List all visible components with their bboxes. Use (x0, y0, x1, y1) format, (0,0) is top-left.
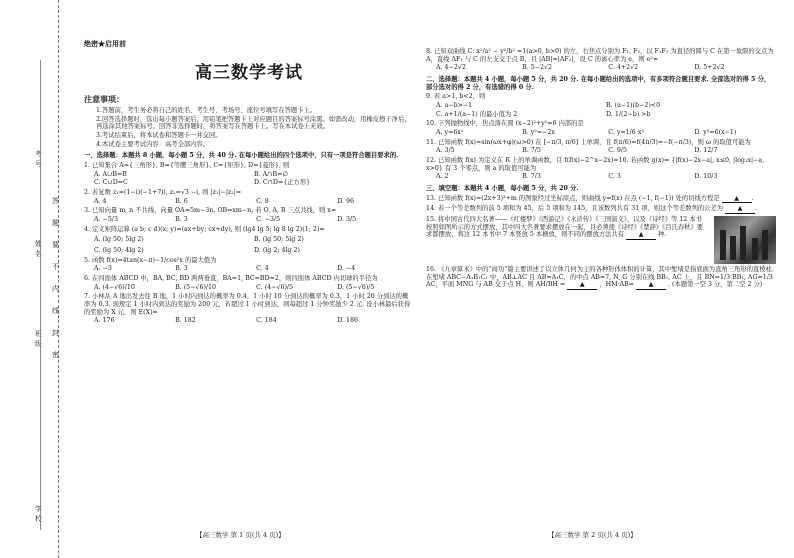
q1-options-2 (84, 179, 414, 187)
option: C. 4 (256, 265, 269, 273)
q1-options (84, 171, 414, 179)
question-1: 1. 已知集合 A={三角形}, B={等腰三角形}, C={矩形}, D={菱形}, 则 (84, 162, 290, 170)
q15-stem: 15. 将中国古代四大名著——《红楼梦》《西游记》《水浒传》《三国演义》，以及《诗经》等 12 本书按照如图所示的方式摆放，其中四大名著要求摆放在一起，且必须使《诗经》《楚辞》《吕氏春秋》要求都摆放，将这 12 本书中 7 本竖放 5 本横放，则不同的摆放方法共有 (426, 216, 704, 239)
school-label: 学校 (34, 505, 43, 525)
option: C. 8 (256, 197, 269, 205)
question-10: 10. 下列抛物线中，焦点落在圆 (x−2)²+y²=6 内部的是 (426, 120, 584, 128)
option: B. 3 (175, 216, 188, 224)
question-12: 12. 已知函数 f(x) 为定义在 R 上的单调函数，且 f(f(x)−2^x−2x)=10. 若函数 g(x)= {|f(x)−2x−a|, x≤0, |log₂x|−a, x>0} 有 3 个零点，则 a 的取值可能为 (426, 157, 765, 172)
option: B. (lg 50; 5lg 2) (254, 236, 304, 244)
class-label: 班级 (34, 330, 43, 350)
seal-text: 答 题 要 不 内 线 封 密 (52, 197, 59, 359)
answer-blank-1[interactable]: ▲ (567, 281, 597, 290)
option: B. (a−1)(b−2)<0 (606, 102, 661, 110)
option: A. (lg 50; 5lg 2) (94, 236, 144, 244)
q16-tail: . (本题第一空 3 分，第二空 2 分) (668, 281, 763, 289)
option: D. −4 (337, 265, 356, 273)
option: B. 7/5 (522, 147, 541, 155)
option: A. y=6x² (436, 129, 464, 137)
q8-options (426, 64, 776, 72)
option: C. 3 (608, 173, 621, 181)
question-6: 6. 在四面体 ABCD 中，BA, BC, BD 两两垂直，BA=1, BC=BD=2，则四面体 ABCD 内切球的半径为 (84, 275, 378, 283)
section-2-heading: 二、选择题：本题共 4 小题，每小题 5 分，共 20 分. 在每小题给出的选项中，有多项符合题目要求. 全部选对的得 5 分，部分选对的得 2 分，有选错的得 0 分. (426, 76, 771, 91)
question-15 (426, 216, 776, 240)
q4-options (84, 236, 414, 244)
footer-page-1: 【高三数学 第 1 页(共 4 页)】 (196, 531, 285, 539)
option: C. 4+2√2 (608, 64, 639, 72)
option: A. 2 (436, 173, 449, 181)
option: B. 3 (175, 265, 188, 273)
option: D. (lg 2; 4lg 2) (254, 247, 300, 255)
option: D. 96 (337, 197, 355, 205)
notice-item: 4.本试卷主要考试内容：高考全部内容。 (96, 140, 210, 148)
notice-heading: 注意事项： (84, 94, 124, 105)
answer-blank[interactable]: ▲ (725, 205, 755, 214)
q7-options (84, 317, 414, 325)
q9-options (426, 102, 776, 110)
q2-options (84, 198, 414, 206)
question-14: 14. 若一个等差数列的前 5 项和为 45，后 5 项和为 145，且该数列共有 31 项，则这个等差数列的公差为 ▲ . (426, 205, 758, 213)
option: B. 6 (175, 197, 188, 205)
question-11: 11. 已知函数 f(x)=sin(ωx+φ)(ω>0) 在 [−π/3, π/6] 上单调，且 f(π/6)=f(4π/3)=−f(−π/3)，则 ω 的取值可能为 (426, 138, 751, 146)
option: C. C∪D=C (94, 179, 128, 187)
question-7: 7. 小林从 A 地出发去往 B 地，1 小时内到达的概率为 0.4，1 小时 10 分到达的概率为 0.3，1 小时 20 分到达的概率为 0.3. 现规定 1 小时内到达的奖励为 200 元，若超过 1 小时到达，则每超过 1 分钟奖励少 2 元. 设小林最后获得的奖励为 X 元，则 E(X)= (84, 293, 411, 316)
option: D. C∩D={正方形} (254, 179, 311, 187)
q4-options-2 (84, 247, 414, 255)
option: C. (lg 50; 4lg 2) (94, 247, 144, 255)
option: A. A∪B=B (94, 170, 127, 178)
q6-options (84, 284, 414, 292)
secret-label: 绝密★启用前 (84, 39, 126, 48)
option: C. y=1/6 x² (608, 129, 644, 137)
option: C. 184 (256, 317, 277, 325)
option: B. (5−√6)/10 (175, 283, 217, 291)
option: D. 5+2√2 (694, 64, 725, 72)
option: D. 3/5 (337, 216, 357, 224)
q16-mid: ，HM·AB= (599, 281, 634, 289)
option: A. (4−√6)/10 (94, 283, 135, 291)
option: D. 12/7 (694, 147, 718, 155)
question-8: 8. 已知双曲线 C: x²/a² − y²/b² =1(a>0, b>0) 的左，右焦点分别为 F₁, F₂，以 F₁F₂ 为直径的圆与 C 在第一象限的交点为 A，直线 AF₁ 与 C 的左支交于点 B，且 |AB|=|AF₂|，设 C 的离心率为 e，则 e²= (426, 48, 774, 63)
question-13: 13. 已知函数 f(x)=(2x+3)³+m 的图象经过坐标原点，则曲线 y=f(x) 在点 (−1, f(−1)) 处的切线方程是 ▲ . (426, 194, 754, 202)
page-2 (426, 46, 776, 291)
option: B. A∩B=∅ (254, 170, 288, 178)
section-3-heading: 三、填空题：本题共 4 小题，每小题 5 分，共 20 分. (426, 185, 579, 193)
option: A. 176 (94, 317, 115, 325)
question-4: 4. 定义矩阵运算 (a b; c d)(x; y)=(ax+by; cx+dy), 则 (lg4 lg 5; lg 8 lg 2)(1; 2)= (84, 225, 325, 233)
option: A. 3/5 (436, 147, 455, 155)
q5-options (84, 265, 414, 273)
option: D. 1/(2−b) >b (606, 110, 651, 118)
q3-options (84, 216, 414, 224)
q11-options (426, 147, 776, 155)
notice-block (84, 95, 414, 148)
q14-stem: 14. 若一个等差数列的前 5 项和为 45，后 5 项和为 145，且该数列共有 31 项，则这个等差数列的公差为 (426, 205, 724, 213)
question-5: 5. 函数 f(x)=4tan(x−π)−1/cos²x 的最大值为 (84, 256, 217, 264)
q9-options-2 (426, 111, 776, 119)
exam-no-label: 考号 (34, 150, 43, 170)
option: C. −3/5 (256, 216, 281, 224)
q15-tail: 种. (658, 231, 667, 239)
question-2: 2. 若复数 z₁=(1−i)(−1+7i), z₂=√3 −i, 则 |z₁|−|z₂|= (84, 189, 242, 197)
notice-item: 1.答题前，考生务必将自己的姓名、考生号、考场号、座位号填写在答题卡上。 (96, 107, 317, 115)
option: C. a+1/(a−1) 的最小值为 2 (436, 110, 518, 118)
option: A. −3 (94, 265, 112, 273)
option: C. 9/5 (608, 147, 627, 155)
option: B. 5−2√2 (522, 64, 553, 72)
option: B. y²=−2x (522, 129, 555, 137)
option: B. 182 (175, 317, 196, 325)
q13-stem: 13. 已知函数 f(x)=(2x+3)³+m 的图象经过坐标原点，则曲线 y=f(x) 在点 (−1, f(−1)) 处的切线方程是 (426, 194, 720, 202)
question-16 (426, 266, 776, 290)
notice-item: 2.回答选择题时，选出每小题答案后，用铅笔把答题卡上对应题目的答案标号涂黑。如需改动，用橡皮擦干净后，再选涂其他答案标号。回答非选择题时，将答案写在答题卡上。写在本试卷上无效。 (96, 115, 411, 131)
q16-stem: 16. 《九章算术》中的“商功”篇主要讲述了以立体几何为主的各种形体体积的计算，其中堑堵是指底面为直角三角形的直棱柱. 在堑堵 ABC−A₁B₁C₁ 中，AB⊥AC 且 AB=A₁C，的中点 AB=7, N, G 分别在线 BB₁, AC 上，且 BN=1/3 BB₁, AG=1/3 AC，平面 MNG 与 AB 交于点 H，则 AH/BH = (426, 266, 774, 289)
answer-blank[interactable]: ▲ (626, 231, 656, 240)
option: A. −5/3 (94, 216, 118, 224)
answer-blank[interactable]: ▲ (722, 195, 752, 204)
q10-options (426, 129, 776, 137)
option: A. 4−2√2 (436, 64, 466, 72)
footer-page-2: 【高三数学 第 2 页(共 4 页)】 (548, 531, 637, 539)
option: A. a−b>−1 (436, 102, 473, 110)
answer-blank-2[interactable]: ▲ (636, 281, 666, 290)
option: A. 4 (94, 197, 107, 205)
option: B. 7/3 (522, 173, 541, 181)
question-3: 3. 已知向量 m, n 不共线，向量 OA=5m−3n, OB=xm−n, 若 O, A, B 三点共线，则 x= (84, 207, 337, 215)
page-title: 高三数学考试 (195, 62, 303, 83)
q12-options (426, 173, 776, 181)
notice-item: 3.考试结束后，将本试卷和答题卡一并交回。 (96, 132, 222, 140)
bookshelf-photo (714, 216, 776, 264)
option: D. 10/3 (694, 173, 718, 181)
option: D. 186 (337, 317, 359, 325)
option: D. y²=6(x−1) (694, 129, 737, 137)
question-9: 9. 若 a>1, b<2，则 (426, 93, 486, 101)
page-1 (84, 40, 414, 326)
section-1-heading: 一、选择题：本题共 8 小题，每小题 5 分，共 40 分. 在每小题给出的四个选项中，只有一项是符合题目要求的. (84, 152, 399, 160)
option: C. (4−√6)/5 (256, 283, 294, 291)
name-write-line (40, 60, 41, 530)
name-label: 姓名 (34, 240, 43, 260)
option: D. (5−√6)/5 (337, 283, 375, 291)
